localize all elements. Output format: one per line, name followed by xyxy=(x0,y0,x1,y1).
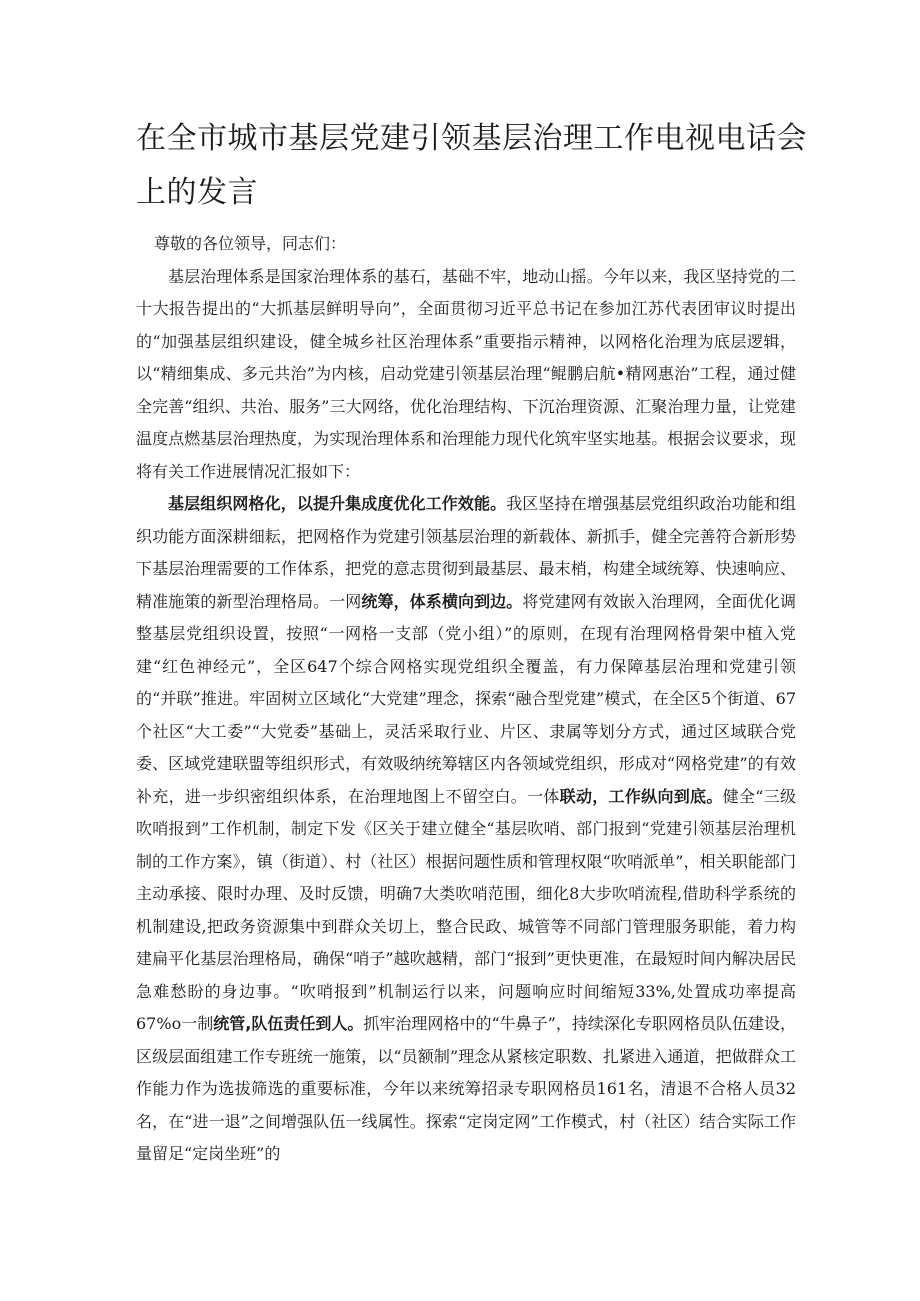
section-1-text-3: 健全“三级吹哨报到”工作机制，制定下发《区关于建立健全“基层吹哨、部门报到“党建引领基层治理机制的工作方案》，镇（街道）、村（社区）根据问题性质和管理权限“吹哨派单”，相关职能部门主动承接、限时办理、及时反馈，明确7大类吹哨范围，细化8大步吹哨流程,借助科学系统的机制建设,把政务资源集中到群众关切上，整合民政、城管等不同部门管理服务职能，着力构建扁平化基层治理格局，确保“哨子”越吹越精，部门“报到”更快更准，在最短时间内解决居民急难愁盼的身边事。“吹哨报到”机制运行以来，问题响应时间缩短33%,处置成功率提高67%o一制 xyxy=(136,786,796,1033)
section-1-bold-3: 统管,队伍责任到人。 xyxy=(213,1014,364,1033)
document-title xyxy=(136,112,807,220)
document-body xyxy=(136,228,796,1171)
section-1-heading: 基层组织网格化，以提升集成度优化工作效能。 xyxy=(168,494,507,513)
section-1-paragraph xyxy=(136,488,796,1171)
title-line-1: 在全市城市基层党建引领基层治理工作电视电话会 xyxy=(136,121,807,156)
title-line-2: 上的发言 xyxy=(136,175,258,210)
section-1-text-1: 我区坚持在增强基层党组织政治功能和组织功能方面深耕细耘，把网格作为党建引领基层治理的新载体、新抓手，健全完善符合新形势下基层治理需要的工作体系，把党的意志贯彻到最基层、最末梢，构建全域统筹、快速响应、精准施策的新型治理格局。一网 xyxy=(136,494,796,611)
section-1-bold-2: 联动，工作纵向到底。 xyxy=(559,786,723,806)
greeting: 尊敬的各位领导，同志们： xyxy=(154,234,347,253)
section-1-bold-1: 统筹，体系横向到边。 xyxy=(361,591,523,611)
section-1-text-2: 将党建网有效嵌入治理网，全面优化调整基层党组织设置，按照“一网格一支部（党小组）”的原则，在现有治理网格骨架中植入党建“红色神经元”，全区647个综合网格实现党组织全覆盖，有力保障基层治理和党建引领的“并联”推进。牢固树立区域化“大党建”理念，探索“融合型党建”模式，在全区5个街道、67个社区“大工委”“大党委”基础上，灵活采取行业、片区、隶属等划分方式，通过区域联合党委、区域党建联盟等组织形式，有效吸纳统筹辖区内各领域党组织，形成对“网格党建”的有效补充，进一步织密组织体系，在治理地图上不留空白。一体 xyxy=(136,591,796,806)
intro-paragraph: 基层治理体系是国家治理体系的基石，基础不牢，地动山摇。今年以来，我区坚持党的二十大报告提出的“大抓基层鲜明导向”，全面贯彻习近平总书记在参加江苏代表团审议时提出的“加强基层组织建设，健全城乡社区治理体系”重要指示精神，以网格化治理为底层逻辑，以“精细集成、多元共治”为内核，启动党建引领基层治理“鲲鹏启航•精网惠治”工程，通过健全完善“组织、共治、服务”三大网络，优化治理结构、下沉治理资源、汇聚治理力量，让党建温度点燃基层治理热度，为实现治理体系和治理能力现代化筑牢坚实地基。根据会议要求，现将有关工作进展情况汇报如下： xyxy=(136,266,796,481)
section-1-text-4: 抓牢治理网格中的“牛鼻子”，持续深化专职网格员队伍建设，区级层面组建工作专班统一施策，以“员额制”理念从紧核定职数、扎紧进入通道，把做群众工作能力作为选拔筛选的重要标准，今年以来统筹招录专职网格员161名，清退不合格人员32名，在“进一退”之间增强队伍一线属性。探索“定岗定网”工作模式，村（社区）结合实际工作量留足“定岗坐班”的 xyxy=(136,1014,796,1163)
